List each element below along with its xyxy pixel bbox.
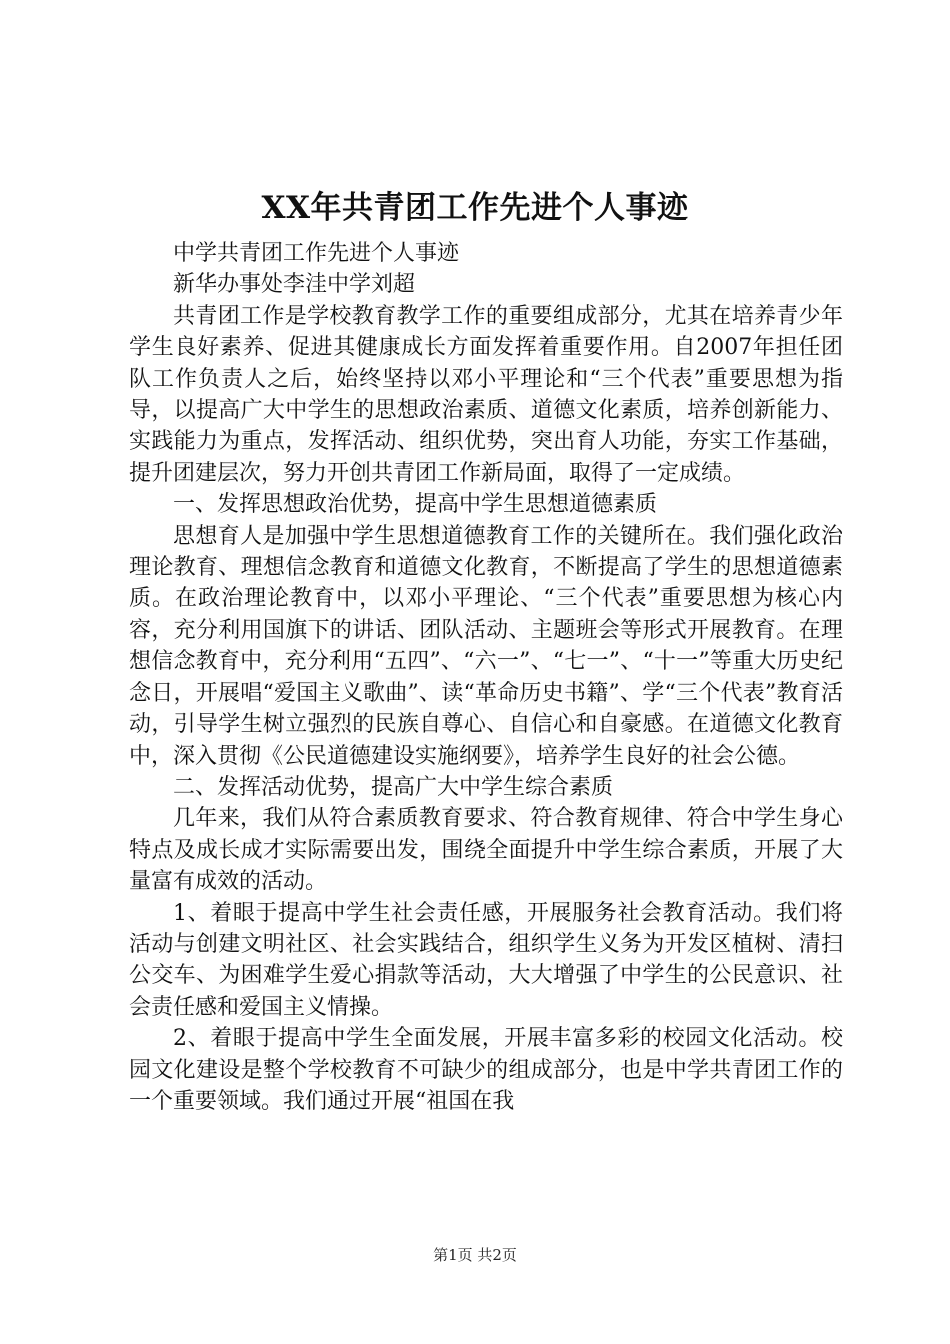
document-title: XX年共青团工作先进个人事迹 <box>261 190 689 226</box>
section-heading: 一、发挥思想政治优势，提高中学生思想道德素质 <box>173 492 658 518</box>
body-paragraph: 几年来，我们从符合素质教育要求、符合教育规律、符合中学生身心特点及成长成才实际需要出发，围绕全面提升中学生综合素质，开展了大量富有成效的活动。 <box>129 806 843 895</box>
body-paragraph: 2、着眼于提高中学生全面发展，开展丰富多彩的校园文化活动。校园文化建设是整个学校教育不可缺少的组成部分，也是中学共青团工作的一个重要领域。我们通过开展“祖国在我 <box>129 1026 843 1114</box>
body-paragraph: 1、着眼于提高中学生社会责任感，开展服务社会教育活动。我们将活动与创建文明社区、社会实践结合，组织学生义务为开发区植树、清扫公交车、为困难学生爱心捐款等活动，大大增强了中学生的公民意识、社会责任感和爱国主义情操。 <box>129 900 843 1020</box>
body-paragraph: 共青团工作是学校教育教学工作的重要组成部分，尤其在培养青少年学生良好素养、促进其健康成长方面发挥着重要作用。自2007年担任团队工作负责人之后，始终坚持以邓小平理论和“三个代表”重要思想为指导，以提高广大中学生的思想政治素质、道德文化素质，培养创新能力、实践能力为重点，发挥活动、组织优势，突出育人功能，夯实工作基础，提升团建层次，努力开创共青团工作新局面，取得了一定成绩。 <box>129 303 843 486</box>
section-heading: 二、发挥活动优势，提高广大中学生综合素质 <box>173 774 614 800</box>
body-paragraph: 思想育人是加强中学生思想道德教育工作的关键所在。我们强化政治理论教育、理想信念教育和道德文化教育，不断提高了学生的思想道德素质。在政治理论教育中，以邓小平理论、“三个代表”重要思想为核心内容，充分利用国旗下的讲话、团队活动、主题班会等形式开展教育。在理想信念教育中，充分利用“五四”、“六一”、“七一”、“十一”等重大历史纪念日，开展唱“爱国主义歌曲”、读“革命历史书籍”、学“三个代表”教育活动，引导学生树立强烈的民族自尊心、自信心和自豪感。在道德文化教育中，深入贯彻《公民道德建设实施纲要》，培养学生良好的社会公德。 <box>129 523 843 769</box>
page-footer: 第1页 共2页 <box>433 1246 517 1264</box>
subtitle-line: 中学共青团工作先进个人事迹 <box>173 241 460 266</box>
author-line: 新华办事处李洼中学刘超 <box>173 272 416 298</box>
document-body <box>129 238 843 1117</box>
